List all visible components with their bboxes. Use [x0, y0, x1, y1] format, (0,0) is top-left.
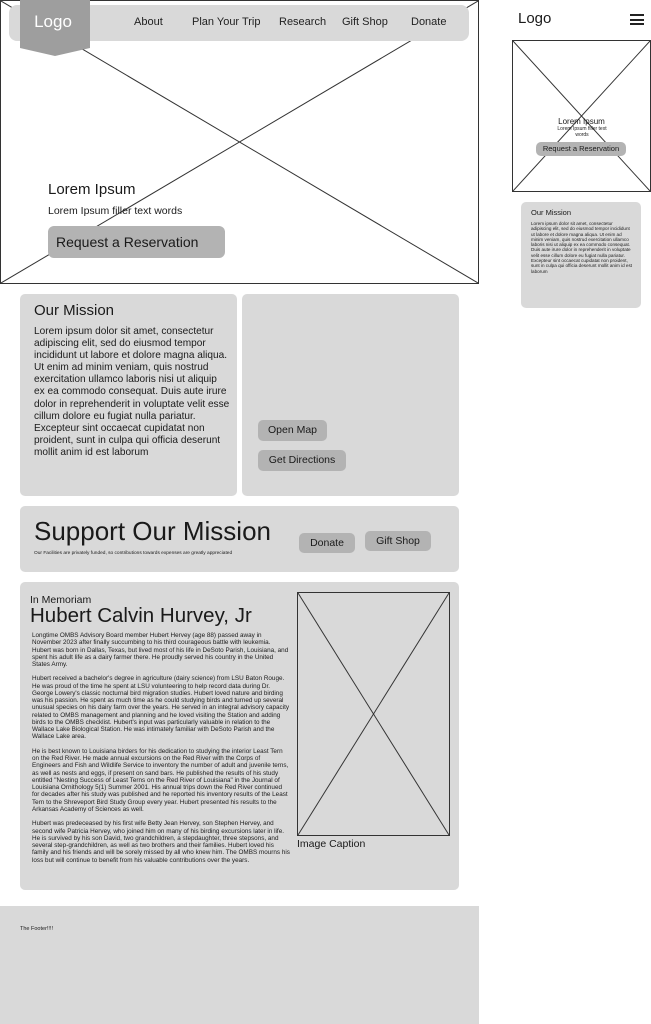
support-title: Support Our Mission — [34, 516, 271, 546]
footer — [0, 906, 479, 1024]
hero-title: Lorem Ipsum — [48, 181, 136, 198]
nav-plan-your-trip[interactable]: Plan Your Trip — [192, 16, 261, 28]
mobile-hero-title: Lorem Ipsum — [558, 117, 605, 126]
memoriam-paragraph: Hubert received a bachelor's degree in agriculture (dairy science) from LSU Baton Rouge. He was proud of the time he spent at LSU volunteering to help record data during Dr. George Lowery's classic nocturnal bird migration studies. Hubert loved nature and birding was his passion. He spent as much time as he could studying birds and turned up several unusual species on his dairy farm over the years. He served in an integral advisory capacity related to OMBS management and planning and he loved visiting the Station and adding birds to the OMBS checklist. Hubert's input was particularly valuable in relation to the Wallace Lake Biological Station. He was intimately familiar with DeSoto Parish and the Wallace Lake area. — [32, 675, 290, 741]
gift-shop-button[interactable]: Gift Shop — [365, 531, 431, 551]
mobile-logo[interactable]: Logo — [518, 10, 552, 27]
get-directions-button[interactable]: Get Directions — [258, 450, 346, 471]
mobile-mission-title: Our Mission — [531, 208, 572, 217]
mobile-hero-subtitle: Lorem Ipsum filler text words — [557, 126, 607, 138]
mission-body: Lorem ipsum dolor sit amet, consectetur adipiscing elit, sed do eiusmod tempor incididunt ut labore et dolore magna aliqua. Ut enim ad minim veniam, quis nostrud exercitation ullamco laboris nisi ut aliquip ex ea commodo consequat. Duis aute irure dolor in reprehenderit in voluptate velit esse cillum dolore eu fugiat nulla pariatur. Excepteur sint occaecat cupidatat non proident, sunt in culpa qui officia deserunt mollit anim id est laborum — [34, 326, 230, 458]
request-reservation-button[interactable]: Request a Reservation — [48, 226, 225, 258]
memoriam-paragraph: Longtime OMBS Advisory Board member Hubert Hervey (age 88) passed away in November 2023 after finally succumbing to his third courageous battle with leukemia. Hubert was born in Dallas, Texas, but lived most of his life in DeSoto Parish, Louisiana, and spent his adult life as a dairy farmer there. He proudly served his country in the United States Army. — [32, 632, 289, 668]
memoriam-body — [32, 632, 290, 871]
support-note: Our Facilities are privately funded, so contributions towards expenses are greatly appreciated — [34, 551, 233, 556]
hero-subtitle: Lorem Ipsum filler text words — [48, 205, 183, 217]
donate-button[interactable]: Donate — [299, 533, 355, 553]
memoriam-kicker: In Memoriam — [30, 594, 92, 606]
footer-text: The Footer!!!! — [20, 926, 54, 932]
memoriam-paragraph: Hubert was predeceased by his first wife Betty Jean Hervey, son Stephen Hervey, and second wife Patricia Hervey, who joined him on many of his birding excursions later in life. He is survived by his son David, two grandchildren, a stepdaughter, three stepsons, and several step-grandchildren, as well as two brothers and their families. Hubert loved his family and his friends and will be sorely missed by all who knew him. The OMBS mourns his loss but will continue to benefit from his valuable contributions over the years. — [32, 820, 290, 864]
hamburger-menu-icon[interactable] — [630, 14, 644, 25]
nav-gift-shop[interactable]: Gift Shop — [342, 16, 388, 28]
memoriam-paragraph: He is best known to Louisiana birders for his dedication to studying the interior Least Tern on the Red River. He made annual excursions on the Red River with the Corps of Engineers and Fish and Wildlife Service to inventory the number of adult and juvenile terns, as well as nests and eggs, if present on sand bars. He published the results of his study entitled "Nesting Success of Least Terns on the Red River of Louisiana" in the Journal of Louisiana Ornithology 5(1) Summer 2001. His annual trips down the Red River continued for decades after his study was published and he reported his inventory results of the Least Tern to the Shreveport Bird Study Group every year. Hubert presented his results to the Arkansas Academy of Sciences as well. — [32, 747, 289, 813]
mobile-request-reservation-button[interactable]: Request a Reservation — [536, 142, 626, 156]
memoriam-name: Hubert Calvin Hurvey, Jr — [30, 604, 252, 627]
nav-donate[interactable]: Donate — [411, 16, 447, 28]
nav-research[interactable]: Research — [279, 16, 327, 28]
memoriam-image-placeholder — [297, 592, 450, 836]
logo[interactable]: Logo — [34, 12, 72, 31]
image-caption: Image Caption — [297, 838, 366, 850]
open-map-button[interactable]: Open Map — [258, 420, 327, 441]
nav-about[interactable]: About — [134, 16, 163, 28]
mobile-hero-image-placeholder — [512, 40, 651, 192]
mobile-mission-body: Lorem ipsum dolor sit amet, consectetur adipiscing elit, sed do eiusmod tempor incididunt ut labore et dolore magna aliqua. Ut enim ad minim veniam, quis nostrud exercitation ullamco laboris nisi ut aliquip ex ea commodo consequat. Duis aute irure dolor in reprehenderit in voluptate velit esse cillum dolore eu fugiat nulla pariatur. Excepteur sint occaecat cupidatat non proident, sunt in culpa qui officia deserunt mollit anim id est laborum — [531, 221, 633, 274]
mission-title: Our Mission — [34, 302, 115, 319]
